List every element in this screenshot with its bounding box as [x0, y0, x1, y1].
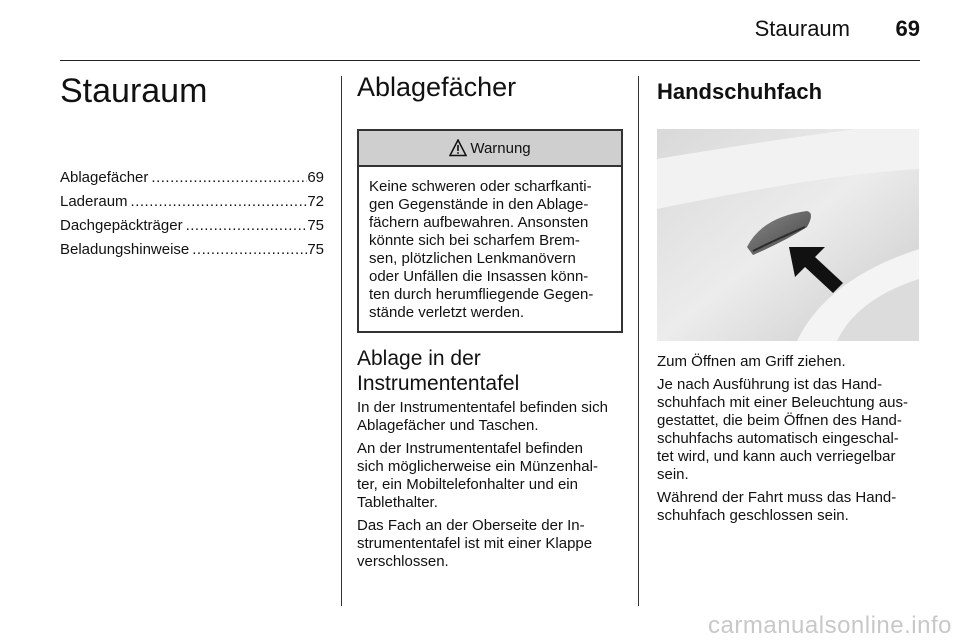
toc-label: Dachgepäckträger: [60, 217, 183, 234]
toc-leader-dots: [128, 192, 308, 211]
text-line: Zum Öffnen am Griff ziehen.: [657, 353, 846, 370]
text-line: Ablagefächer und Taschen.: [357, 417, 539, 434]
toc-entry[interactable]: [60, 216, 324, 235]
text-line: sein.: [657, 466, 689, 483]
column-divider-1: [341, 76, 342, 606]
paragraph: [357, 440, 623, 512]
section-heading: Ablagefächer: [357, 72, 517, 102]
warning-line: Keine schweren oder scharfkanti-: [369, 178, 592, 195]
warning-title: Warnung: [470, 139, 531, 157]
toc-label: Beladungshinweise: [60, 241, 190, 258]
column-divider-2: [638, 76, 639, 606]
watermark: carmanualsonline.info: [708, 612, 952, 639]
toc-entry[interactable]: [60, 240, 324, 259]
text-line: Das Fach an der Oberseite der In-: [357, 517, 585, 534]
column-1: [60, 72, 324, 264]
text-line: schuhfachs automatisch eingeschal-: [657, 430, 899, 447]
toc-page: 75: [307, 241, 324, 258]
warning-line: fächern aufbewahren. Ansonsten: [369, 214, 589, 231]
warning-box: [357, 129, 623, 333]
warning-line: sen, plötzlichen Lenkmanövern: [369, 250, 576, 267]
toc-leader-dots: [148, 168, 307, 187]
warning-header: [359, 131, 621, 167]
toc-entry[interactable]: [60, 192, 324, 211]
column-3: [657, 72, 920, 525]
running-header-title: Stauraum: [754, 16, 850, 41]
paragraph: [357, 517, 623, 571]
header-rule: [60, 60, 920, 61]
column-2: [357, 72, 623, 571]
paragraph: [657, 376, 920, 484]
toc-label: Ablagefächer: [60, 169, 149, 186]
warning-line: stände verletzt werden.: [369, 304, 525, 321]
toc-page: 75: [307, 217, 324, 234]
text-line: ter, ein Mobiltelefonhalter und ein: [357, 476, 578, 493]
table-of-contents: [60, 168, 324, 259]
text-line: sich möglicherweise ein Münzenhal-: [357, 458, 598, 475]
subsection-heading-line: Instrumententafel: [357, 372, 520, 395]
warning-line: oder Unfällen die Insassen könn-: [369, 268, 589, 285]
text-line: schuhfach geschlossen sein.: [657, 507, 849, 524]
paragraph: [657, 489, 920, 525]
chapter-title: Stauraum: [60, 72, 208, 110]
text-line: In der Instrumententafel befinden sich: [357, 399, 608, 416]
warning-body: [359, 167, 621, 331]
text-line: Während der Fahrt muss das Hand-: [657, 489, 897, 506]
warning-triangle-icon: [449, 139, 467, 157]
glovebox-photo: [657, 129, 919, 341]
text-line: gestattet, die beim Öffnen des Hand-: [657, 412, 902, 429]
text-line: verschlossen.: [357, 553, 449, 570]
text-line: Je nach Ausführung ist das Hand-: [657, 376, 883, 393]
subsection-heading-line: Ablage in der: [357, 347, 481, 370]
paragraph: [357, 399, 623, 435]
page-number: 69: [895, 16, 920, 41]
warning-line: könnte sich bei scharfem Brem-: [369, 232, 580, 249]
toc-leader-dots: [189, 240, 307, 259]
text-line: Tablethalter.: [357, 494, 438, 511]
text-line: tet wird, und kann auch verriegelbar: [657, 448, 896, 465]
section-heading-glovebox: Handschuhfach: [657, 79, 823, 104]
text-line: strumententafel ist mit einer Klappe: [357, 535, 593, 552]
toc-label: Laderaum: [60, 193, 128, 210]
col3-body: [657, 353, 920, 525]
text-line: An der Instrumententafel befinden: [357, 440, 583, 457]
toc-entry[interactable]: [60, 168, 324, 187]
subsection-heading: [357, 346, 623, 396]
toc-leader-dots: [183, 216, 308, 235]
toc-page: 69: [307, 169, 324, 186]
toc-page: 72: [307, 193, 324, 210]
warning-line: ten durch herumfliegende Gegen-: [369, 286, 594, 303]
text-line: schuhfach mit einer Beleuchtung aus-: [657, 394, 908, 411]
col2-body: [357, 399, 623, 571]
paragraph: [657, 353, 920, 371]
warning-line: gen Gegenstände in den Ablage-: [369, 196, 589, 213]
